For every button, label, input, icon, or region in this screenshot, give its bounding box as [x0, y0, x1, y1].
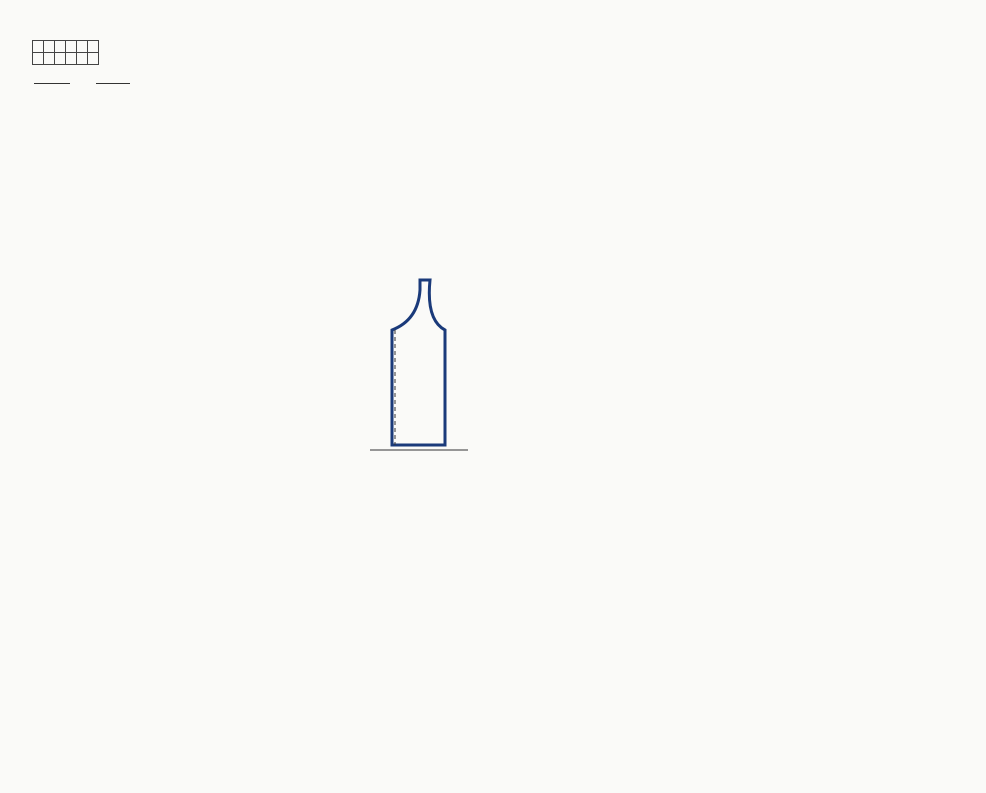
cell — [88, 41, 99, 53]
cell — [77, 53, 88, 65]
ms-line — [34, 83, 70, 84]
scheme1-grid — [32, 40, 99, 65]
cell — [44, 53, 55, 65]
cell — [44, 41, 55, 53]
cell — [66, 41, 77, 53]
cell — [66, 53, 77, 65]
pattern-outline — [360, 240, 480, 490]
cell — [33, 53, 44, 65]
cell — [55, 53, 66, 65]
cell — [77, 41, 88, 53]
cell — [33, 41, 44, 53]
cell — [55, 41, 66, 53]
cell — [88, 53, 99, 65]
ms-line — [96, 83, 130, 84]
